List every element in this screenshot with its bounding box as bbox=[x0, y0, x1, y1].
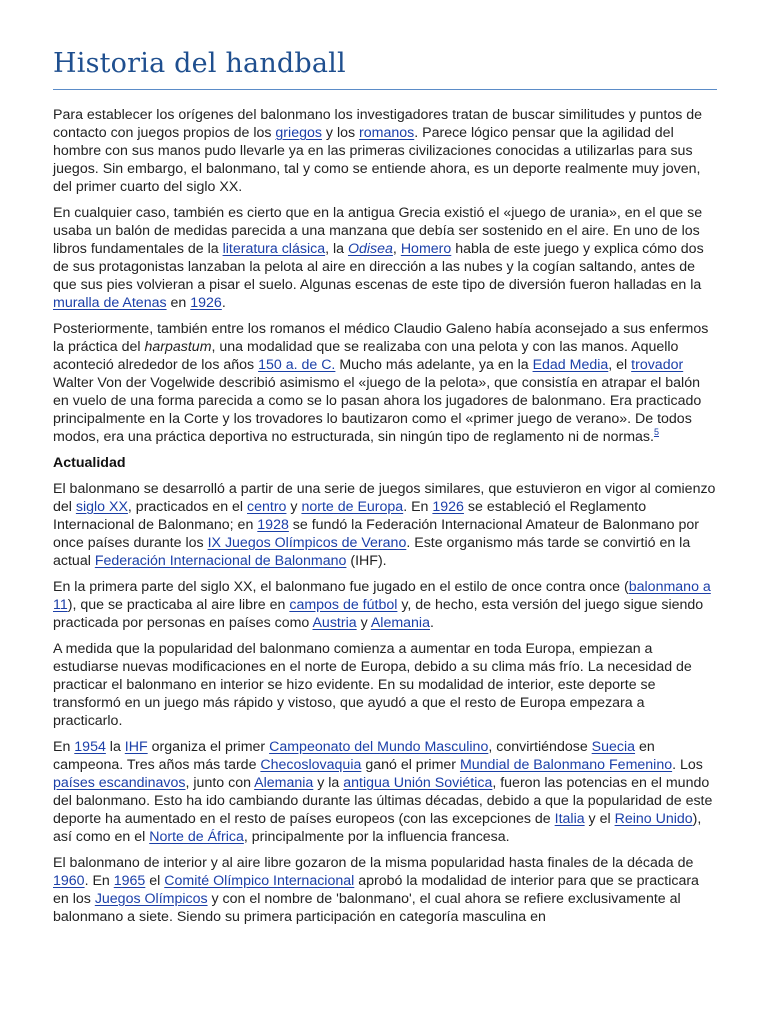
paragraph-origins bbox=[53, 106, 717, 196]
link-italia[interactable]: Italia bbox=[554, 811, 585, 827]
paragraph-interior bbox=[53, 640, 717, 730]
text: organiza el primer bbox=[147, 739, 270, 755]
link-1954[interactable]: 1954 bbox=[74, 739, 106, 755]
text: se estableció el Reglamento Internacional de Balonmano; en bbox=[53, 499, 647, 533]
text: En bbox=[53, 739, 75, 755]
link-muralla-de-atenas[interactable]: muralla de Atenas bbox=[53, 295, 167, 311]
reference-superscript bbox=[654, 427, 659, 437]
link-suecia[interactable]: Suecia bbox=[591, 739, 636, 755]
text: El balonmano se desarrolló a partir de una serie de juegos similares, que estuvieron en vigor al comienzo del bbox=[53, 481, 716, 515]
text: y bbox=[356, 615, 371, 631]
text: , principalmente por la influencia francesa. bbox=[243, 829, 510, 845]
section-heading-actualidad: Actualidad bbox=[53, 455, 126, 471]
reference-link[interactable]: 5 bbox=[653, 427, 659, 437]
text: , convirtiéndose bbox=[488, 739, 592, 755]
link-norte-de-europa[interactable]: norte de Europa bbox=[301, 499, 404, 515]
paragraph-once-contra-once bbox=[53, 578, 717, 632]
text: . En bbox=[84, 873, 114, 889]
link-campeonato-mundo-masculino[interactable]: Campeonato del Mundo Masculino bbox=[269, 739, 489, 755]
link-1926[interactable]: 1926 bbox=[190, 295, 222, 311]
link-1960[interactable]: 1960 bbox=[53, 873, 85, 889]
link-1928[interactable]: 1928 bbox=[257, 517, 289, 533]
paragraph-grecia bbox=[53, 204, 717, 312]
text: y con el nombre de 'balonmano', el cual ahora se refiere exclusivamente al balonmano a siete. Siendo su primera participación en categoría masculina en bbox=[53, 891, 681, 925]
text: , junto con bbox=[185, 775, 255, 791]
text: El balonmano de interior y al aire libre gozaron de la misma popularidad hasta finales de la década de bbox=[53, 855, 694, 871]
article-body bbox=[53, 106, 717, 926]
link-federacion-internacional[interactable]: Federación Internacional de Balonmano bbox=[94, 553, 347, 569]
text: , bbox=[392, 241, 401, 257]
text: el bbox=[145, 873, 165, 889]
link-juegos-olimpicos[interactable]: Juegos Olímpicos bbox=[94, 891, 208, 907]
text: y bbox=[286, 499, 302, 515]
link-150-ac[interactable]: 150 a. de C. bbox=[258, 357, 336, 373]
text: Para establecer los orígenes del balonmano los investigadores tratan de buscar similitudes y puntos de contacto con juegos propios de los bbox=[53, 107, 703, 141]
link-reino-unido[interactable]: Reino Unido bbox=[614, 811, 693, 827]
link-homero[interactable]: Homero bbox=[400, 241, 452, 257]
link-balonmano-a-11[interactable]: balonmano a 11 bbox=[53, 579, 711, 613]
link-union-sovietica[interactable]: antigua Unión Soviética bbox=[343, 775, 493, 791]
link-siglo-xx[interactable]: siglo XX bbox=[75, 499, 128, 515]
text: y el bbox=[584, 811, 615, 827]
article bbox=[53, 44, 717, 934]
link-ix-juegos-olimpicos[interactable]: IX Juegos Olímpicos de Verano bbox=[207, 535, 407, 551]
link-literatura-clasica[interactable]: literatura clásica bbox=[222, 241, 326, 257]
text: Walter Von der Vogelwide describió asimismo el «juego de la pelota», que consistía en atrapar el balón en vuelo de una forma parecida a como se lo pasan ahora los jugadores de balonmano. Era practicado principalmente en la Corte y los trovadores lo bautizaron como el «primer juego de verano». De todos modos, era una práctica deportiva no estructurada, sin ningún tipo de reglamento ni de normas. bbox=[53, 375, 702, 445]
paragraph-desarrollo bbox=[53, 480, 717, 570]
text: (IHF). bbox=[346, 553, 387, 569]
text: . En bbox=[403, 499, 433, 515]
text: , la bbox=[325, 241, 348, 257]
link-1965[interactable]: 1965 bbox=[113, 873, 146, 889]
link-trovador[interactable]: trovador bbox=[631, 357, 684, 373]
link-checoslovaquia[interactable]: Checoslovaquia bbox=[260, 757, 362, 773]
link-alemania[interactable]: Alemania bbox=[370, 615, 430, 631]
text: y los bbox=[321, 125, 360, 141]
link-comite-olimpico[interactable]: Comité Olímpico Internacional bbox=[164, 873, 355, 889]
link-edad-media[interactable]: Edad Media bbox=[532, 357, 609, 373]
link-austria[interactable]: Austria bbox=[312, 615, 357, 631]
link-odisea[interactable]: Odisea bbox=[347, 241, 393, 257]
text: se fundó la Federación Internacional Amateur de Balonmano por once países durante los bbox=[53, 517, 699, 551]
text: aprobó la modalidad de interior para que se practicara en los bbox=[53, 873, 699, 907]
text: , practicados en el bbox=[127, 499, 248, 515]
link-campos-de-futbol[interactable]: campos de fútbol bbox=[289, 597, 398, 613]
text: en campeona. Tres años más tarde bbox=[53, 739, 655, 773]
link-ihf[interactable]: IHF bbox=[124, 739, 148, 755]
link-griegos[interactable]: griegos bbox=[275, 125, 322, 141]
text: ), así como en el bbox=[53, 811, 702, 845]
link-paises-escandinavos[interactable]: países escandinavos bbox=[53, 775, 186, 791]
paragraph-roma bbox=[53, 320, 717, 446]
text: , una modalidad que se realizaba con una pelota y con las manos. Aquello aconteció alrededor de los años bbox=[53, 339, 679, 373]
text: . Los bbox=[672, 757, 703, 773]
term-harpastum: harpastum bbox=[144, 339, 212, 355]
link-alemania[interactable]: Alemania bbox=[254, 775, 314, 791]
paragraph-olimpicos bbox=[53, 854, 717, 926]
text: ganó el primer bbox=[361, 757, 460, 773]
link-centro[interactable]: centro bbox=[247, 499, 287, 515]
text: Mucho más adelante, ya en la bbox=[335, 357, 533, 373]
link-1926[interactable]: 1926 bbox=[432, 499, 464, 515]
text: , fueron las potencias en el mundo del balonmano. Esto ha ido cambiando durante las últimas décadas, debido a que la popularidad de este deporte ha aumentado en el resto de países europeos (con las excepciones de bbox=[53, 775, 713, 827]
link-norte-de-africa[interactable]: Norte de África bbox=[149, 829, 244, 845]
text: . Parece lógico pensar que la agilidad del hombre con sus manos pudo llevarle ya en las primeras civilizaciones conocidas a utilizarlas para sus juegos. Sin embargo, el balonmano, tal y como se entiende ahora, es un deporte realmente muy joven, del primer cuarto del siglo XX. bbox=[53, 125, 701, 195]
text: En cualquier caso, también es cierto que en la antigua Grecia existió el «juego de urania», en el que se usaba un balón de medidas parecida a una manzana que debía ser sostenido en el aire. En uno de los libros fundamentales de la bbox=[53, 205, 703, 257]
text: . bbox=[221, 295, 226, 311]
text: y, de hecho, esta versión del juego sigue siendo practicada por personas en países como bbox=[53, 597, 704, 631]
link-mundial-femenino[interactable]: Mundial de Balonmano Femenino bbox=[459, 757, 673, 773]
text: Posteriormente, también entre los romanos el médico Claudio Galeno había aconsejado a sus enfermos la práctica del bbox=[53, 321, 709, 355]
text: . bbox=[429, 615, 434, 631]
link-romanos[interactable]: romanos bbox=[359, 125, 415, 141]
page-title: Historia del handball bbox=[53, 44, 717, 90]
paragraph-campeonatos bbox=[53, 738, 717, 846]
text: habla de este juego y explica cómo dos de sus protagonistas lanzaban la pelota al aire en dirección a las nubes y la cogían saltando, antes de que sus pies volvieran a pisar el suelo. Algunas escenas de este tipo de diversión fueron halladas en la bbox=[53, 241, 704, 293]
text: , el bbox=[608, 357, 632, 373]
text: y la bbox=[313, 775, 344, 791]
text: en bbox=[166, 295, 191, 311]
text: la bbox=[105, 739, 125, 755]
text: A medida que la popularidad del balonmano comienza a aumentar en toda Europa, empiezan a estudiarse nuevas modificaciones en el norte de Europa, debido a su clima más frío. La necesidad de practicar el balonmano en interior se hizo evidente. En su modalidad de interior, este deporte se transformó en un juego más rápido y vistoso, que ayudó a que el resto de Europa empezara a practicarlo. bbox=[53, 641, 692, 729]
text: En la primera parte del siglo XX, el balonmano fue jugado en el estilo de once contra once ( bbox=[53, 579, 629, 595]
text: ), que se practicaba al aire libre en bbox=[67, 597, 290, 613]
text: . Este organismo más tarde se convirtió en la actual bbox=[53, 535, 691, 569]
